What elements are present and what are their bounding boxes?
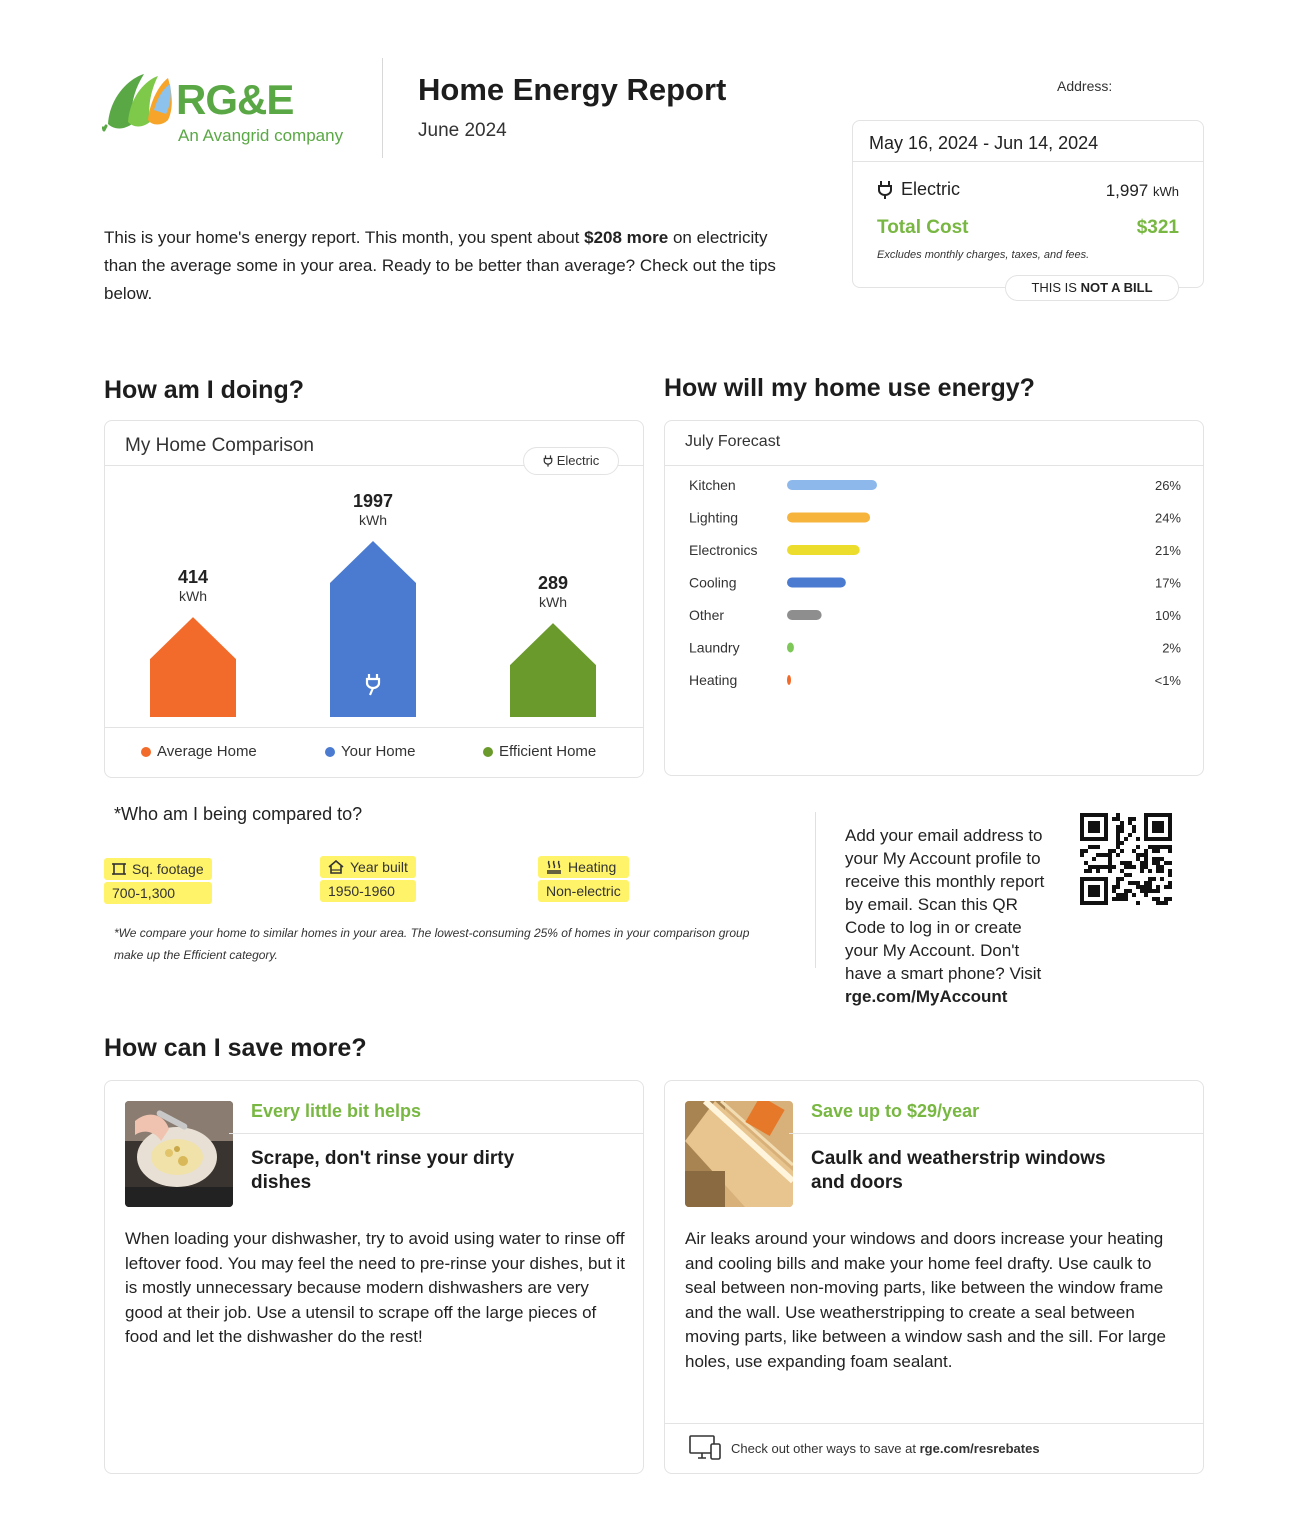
header-divider [382,58,383,158]
heating-icon [546,860,562,874]
comparison-chart [105,467,643,727]
square-footage-icon [112,862,126,876]
tip-divider [789,1133,1203,1134]
plug-icon [543,454,553,468]
comparison-value-label: 1997 [352,491,394,511]
forecast-bar [787,643,794,653]
computer-icon [689,1435,721,1461]
dishes-image [125,1101,233,1207]
intro-part1: This is your home's energy report. This month, you spent about [104,228,585,247]
forecast-category-label: Cooling [689,574,737,591]
forecast-category-label: Laundry [689,639,740,656]
electric-row [877,179,960,200]
forecast-chart [665,467,1203,707]
forecast-bar [787,480,877,490]
attr-value: 1950-1960 [320,880,416,902]
section-energy-use: How will my home use energy? [664,374,1035,402]
intro-bold: $208 more [584,228,669,247]
not-bill-prefix: THIS IS [1031,280,1081,295]
attr-sq-footage [104,858,212,904]
attr-label: Heating [568,859,617,875]
card-divider [665,465,1203,466]
forecast-percent-label: 10% [1154,608,1181,623]
forecast-percent-label: <1% [1154,673,1181,688]
forecast-percent-label: 21% [1154,543,1181,558]
tip-tag: Every little bit helps [251,1101,422,1121]
tip-heading: Caulk and weatherstrip windows and doors [811,1148,1106,1193]
report-month: June 2024 [418,120,507,141]
tip-tag: Save up to $29/year [811,1101,980,1121]
kwh-value: 1,997 [1105,181,1149,200]
forecast-percent-label: 26% [1154,478,1181,493]
forecast-bar [787,578,846,588]
window-photo-icon [685,1101,793,1207]
address-label: Address: [1057,78,1113,94]
bill-divider [853,161,1203,162]
forecast-category-label: Lighting [689,509,739,526]
comparison-bar [510,623,596,717]
home-comparison-card [104,420,644,778]
legend-dot [325,747,335,757]
section-how-am-i-doing: How am I doing? [104,376,304,404]
forecast-percent-label: 2% [1162,640,1181,656]
dishes-photo-icon [125,1101,233,1207]
billing-period: May 16, 2024 - Jun 14, 2024 [869,133,1099,153]
legend-label: Average Home [157,743,257,760]
forecast-category-label: Electronics [689,542,758,558]
caulk-image [685,1101,793,1207]
logo-subtitle: An Avangrid company [178,126,344,145]
section-save-more: How can I save more? [104,1034,367,1062]
attr-heating [538,856,629,902]
forecast-bar [787,610,822,620]
forecast-bar [787,675,791,685]
bill-note: Excludes monthly charges, taxes, and fees. [877,249,1090,261]
tip-card-caulk [664,1080,1204,1474]
kwh-unit: kWh [1153,184,1179,199]
electric-pill-label: Electric [556,453,600,468]
intro-text [104,224,804,308]
forecast-category-label: Heating [689,672,738,688]
plug-icon [877,180,893,200]
electric-usage [1106,181,1179,201]
compared-to-title: *Who am I being compared to? [114,804,363,824]
total-cost-value: $321 [1136,217,1179,238]
email-signup-text [845,824,1045,1008]
legend-your-home [325,743,416,760]
comparison-bar [150,617,236,717]
legend-label: Efficient Home [499,743,597,760]
bill-summary [852,120,1204,288]
electric-label: Electric [901,179,961,199]
email-divider [815,812,816,968]
qr-code-icon[interactable] [1080,813,1172,905]
report-title: Home Energy Report [418,72,727,107]
legend-average-home [141,743,257,760]
legend-efficient-home [483,743,596,760]
legend-dot [141,747,151,757]
tip-divider [229,1133,643,1134]
electric-pill [523,447,619,475]
comparison-unit-label: kWh [539,594,567,611]
comparison-value-label: 414 [177,567,209,588]
tip-body: When loading your dishwasher, try to avoid using water to rinse off leftover food. You may feel the need to pre-rinse your dishes, but it is mostly unnecessary because modern dishwashers are very good at their job. Use a utensil to scrape off the large pieces of food and let the dishwasher do the rest! [125,1229,625,1346]
forecast-category-label: Other [689,607,725,623]
comparison-footnote: *We compare your home to similar homes in your area. The lowest-consuming 25% of homes in your comparison group make up the Efficient category. [114,926,750,962]
not-a-bill-badge [1005,275,1179,301]
attr-year-built [320,856,416,902]
forecast-title: July Forecast [685,433,781,450]
forecast-bar [787,513,870,523]
legend-label: Your Home [341,743,416,760]
email-text-body: Add your email address to your My Account profile to receive this monthly report by email. Scan this QR Code to log in or create your My Account. Don't have a smart phone? Visit [845,826,1045,983]
forecast-percent-label: 17% [1154,575,1181,591]
comparison-unit-label: kWh [179,588,207,605]
july-forecast-card [664,420,1204,776]
tip-foot-divider [665,1423,1203,1424]
logo-text: RG&E [176,76,294,123]
comparison-unit-label: kWh [359,512,387,528]
legend-divider [105,727,643,728]
attr-label: Sq. footage [132,861,204,877]
attr-value: Non-electric [538,880,629,902]
forecast-percent-label: 24% [1154,510,1181,526]
house-icon [328,860,344,874]
attr-label: Year built [350,859,408,875]
tip-card-dishes [104,1080,644,1474]
rebates-footer [689,1435,1040,1461]
my-account-link[interactable]: rge.com/MyAccount [845,987,1008,1006]
comparison-value-label: 289 [537,573,569,594]
forecast-category-label: Kitchen [689,477,736,493]
total-cost-label: Total Cost [877,217,969,238]
forecast-bar [787,545,860,555]
intro-part2: on electricity than the average some in your area. Ready to be better than average? Check out the tips below. [104,228,776,303]
tip-body: Air leaks around your windows and doors increase your heating and cooling bills and make your home feel drafty. Use caulk to seal between non-moving parts, like between the window frame and the wall. Use weatherstripping to create a seal between moving parts, like between a window sash and the sill. For large holes, use expanding foam sealant. [685,1229,1166,1371]
comparison-title: My Home Comparison [125,435,314,456]
attr-value: 700-1,300 [104,882,212,904]
tip-heading: Scrape, don't rinse your dirty dishes [251,1148,515,1193]
rebates-text: Check out other ways to save at [731,1440,916,1456]
legend-dot [483,747,493,757]
rebates-link[interactable]: rge.com/resrebates [919,1440,1040,1456]
not-bill-bold: NOT A BILL [1080,280,1153,295]
